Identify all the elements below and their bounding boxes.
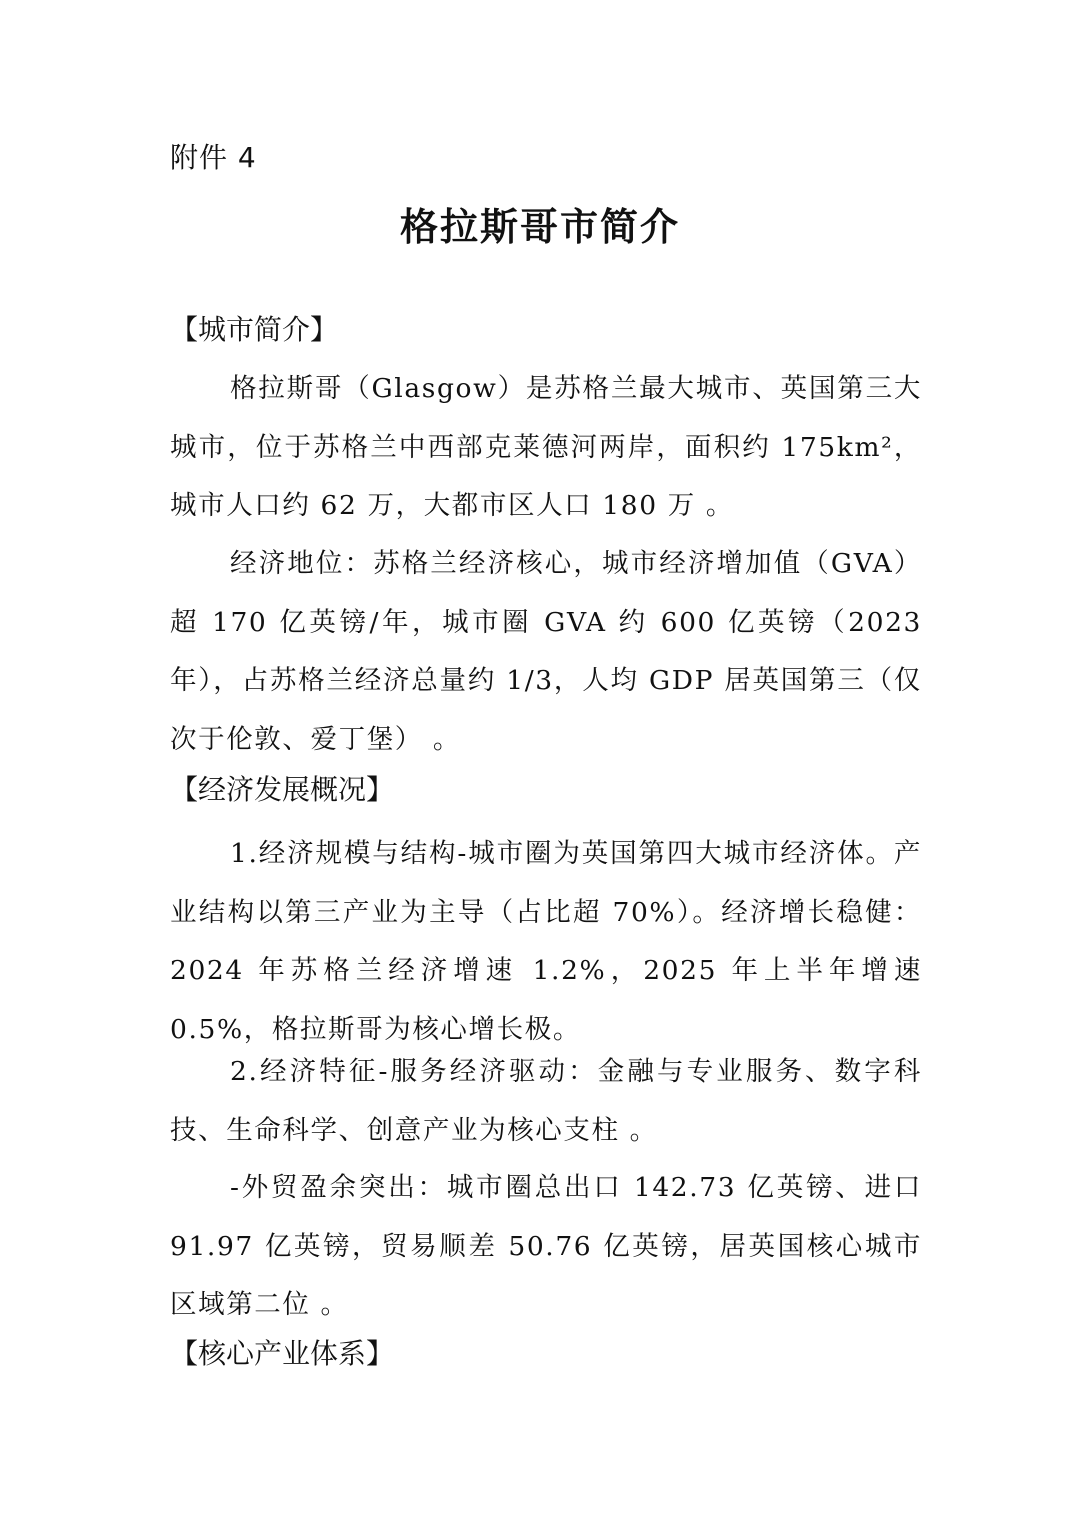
paragraph-foreign-trade: -外贸盈余突出：城市圈总出口 142.73 亿英镑、进口 91.97 亿英镑，贸易顺差 50.76 亿英镑，居英国核心城市区域第二位 。 xyxy=(170,1172,922,1320)
paragraph-city-overview: 格拉斯哥（Glasgow）是苏格兰最大城市、英国第三大城市，位于苏格兰中西部克莱德河两岸，面积约 175km²，城市人口约 62 万，大都市区人口 180 万 。 xyxy=(170,373,922,521)
section-heading-economic-development: 【经济发展概况】 xyxy=(170,773,395,806)
document-title: 格拉斯哥市简介 xyxy=(399,205,680,249)
section-heading-core-industries: 【核心产业体系】 xyxy=(170,1337,395,1370)
attachment-label: 附件 4 xyxy=(170,141,257,174)
paragraph-economic-scale: 1.经济规模与结构-城市圈为英国第四大城市经济体。产业结构以第三产业为主导（占比超 70%）。经济增长稳健：2024 年苏格兰经济增速 1.2%，2025 年上半年增速 0.5%，格拉斯哥为核心增长极。 xyxy=(170,838,922,1045)
section-heading-city-intro: 【城市简介】 xyxy=(170,313,339,346)
paragraph-economic-status: 经济地位：苏格兰经济核心，城市经济增加值（GVA）超 170 亿英镑/年，城市圈 GVA 约 600 亿英镑（2023 年），占苏格兰经济总量约 1/3，人均 GDP 居英国第三（仅次于伦敦、爱丁堡） 。 xyxy=(170,548,922,755)
paragraph-economic-features: 2.经济特征-服务经济驱动：金融与专业服务、数字科技、生命科学、创意产业为核心支柱 。 xyxy=(170,1056,922,1146)
